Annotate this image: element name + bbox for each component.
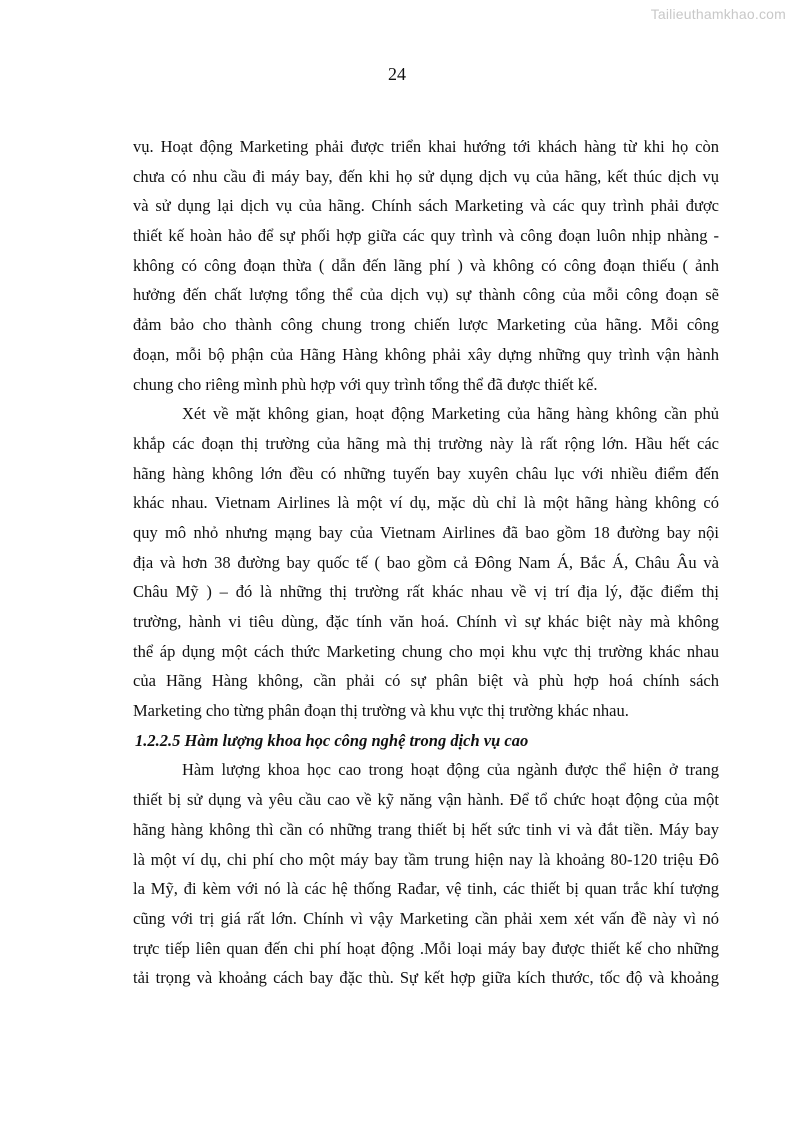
text-line: là một ví dụ, chi phí cho một máy bay tầm trung hiện nay là khoảng 80-120 triệu Đô <box>133 849 719 869</box>
text-line: đảm bảo cho thành công chung trong chiến lược Marketing của hãng. Mỗi công <box>133 315 719 335</box>
text-line: hãng hàng không thì cần có những trang thiết bị hết sức tinh vi và đắt tiền. Máy bay <box>133 819 719 839</box>
paragraph-3 <box>133 755 719 993</box>
text-line: thiết bị sử dụng và yêu cầu cao về kỹ năng vận hành. Để tổ chức hoạt động của một <box>133 790 719 810</box>
page-body <box>133 132 719 993</box>
text-line: khắp các đoạn thị trường của hãng mà thị trường này là rất rộng lớn. Hầu hết các <box>133 433 719 453</box>
text-line: quy mô nhỏ nhưng mạng bay của Vietnam Airlines đã bao gồm 18 đường bay nội <box>133 522 719 542</box>
text-line: cũng với trị giá rất lớn. Chính vì vậy Marketing cần phải xem xét vấn đề này vì nó <box>133 908 719 928</box>
text-line: Marketing cho từng phân đoạn thị trường và khu vực thị trường khác nhau. <box>133 701 629 721</box>
text-line: đoạn, mỗi bộ phận của Hãng Hàng không phải xây dựng những quy trình vận hành <box>133 344 719 364</box>
text-line: Xét về mặt không gian, hoạt động Marketing của hãng hàng không cần phủ <box>182 404 719 424</box>
text-line: của Hãng Hàng không, cần phải có sự phân biệt và phù hợp hoá chính sách <box>133 671 719 691</box>
text-line: trực tiếp liên quan đến chi phí hoạt động .Mỗi loại máy bay được thiết kế cho những <box>133 938 719 958</box>
text-line: vụ. Hoạt động Marketing phải được triển khai hướng tới khách hàng từ khi họ còn <box>133 137 719 156</box>
text-line: hãng hàng không lớn đều có những tuyến bay xuyên châu lục với nhiều điểm đến <box>133 463 719 483</box>
page-number: 24 <box>388 64 406 84</box>
text-line: thể áp dụng một cách thức Marketing chung cho mọi khu vực thị trường khác nhau <box>133 641 719 661</box>
text-line: chung cho riêng mình phù hợp với quy trình tổng thể đã được thiết kế. <box>133 374 598 394</box>
text-line: thiết kế hoàn hảo để sự phối hợp giữa các quy trình và công đoạn luôn nhịp nhàng - <box>133 226 719 246</box>
text-line: la Mỹ, đi kèm với nó là các hệ thống Rađar, vệ tinh, các thiết bị quan trắc khí tượng <box>133 879 719 899</box>
text-line: chưa có nhu cầu đi máy bay, đến khi họ sử dụng dịch vụ của hãng, kết thúc dịch vụ <box>133 166 719 186</box>
text-line: khác nhau. Vietnam Airlines là một ví dụ, mặc dù chỉ là một hãng hàng không có <box>133 493 719 513</box>
text-line: trường, hành vi tiêu dùng, đặc tính văn hoá. Chính vì sự khác biệt này mà không <box>133 612 719 631</box>
text-line: và sử dụng lại dịch vụ của hãng. Chính sách Marketing và các quy trình phải được <box>133 196 719 216</box>
text-line: địa và hơn 38 đường bay quốc tế ( bao gồm cả Đông Nam Á, Bắc Á, Châu Âu và <box>133 552 719 572</box>
watermark: Tailieuthamkhao.com <box>650 6 786 22</box>
text-line: Châu Mỹ ) – đó là những thị trường rất khác nhau về vị trí địa lý, đặc điểm thị <box>133 582 719 602</box>
text-line: tải trọng và khoảng cách bay đặc thù. Sự kết hợp giữa kích thước, tốc độ và khoảng <box>133 968 719 988</box>
text-line: Hàm lượng khoa học cao trong hoạt động của ngành được thể hiện ở trang <box>182 760 719 780</box>
text-line: hưởng đến chất lượng tổng thể của dịch vụ) sự thành công của mỗi công đoạn sẽ <box>133 285 719 305</box>
paragraph-2 <box>133 399 719 726</box>
section-heading: 1.2.2.5 Hàm lượng khoa học công nghệ trong dịch vụ cao <box>135 730 529 750</box>
paragraph-1 <box>133 132 719 399</box>
text-line: không có công đoạn thừa ( dẫn đến lãng phí ) và không có công đoạn thiếu ( ảnh <box>133 255 719 275</box>
